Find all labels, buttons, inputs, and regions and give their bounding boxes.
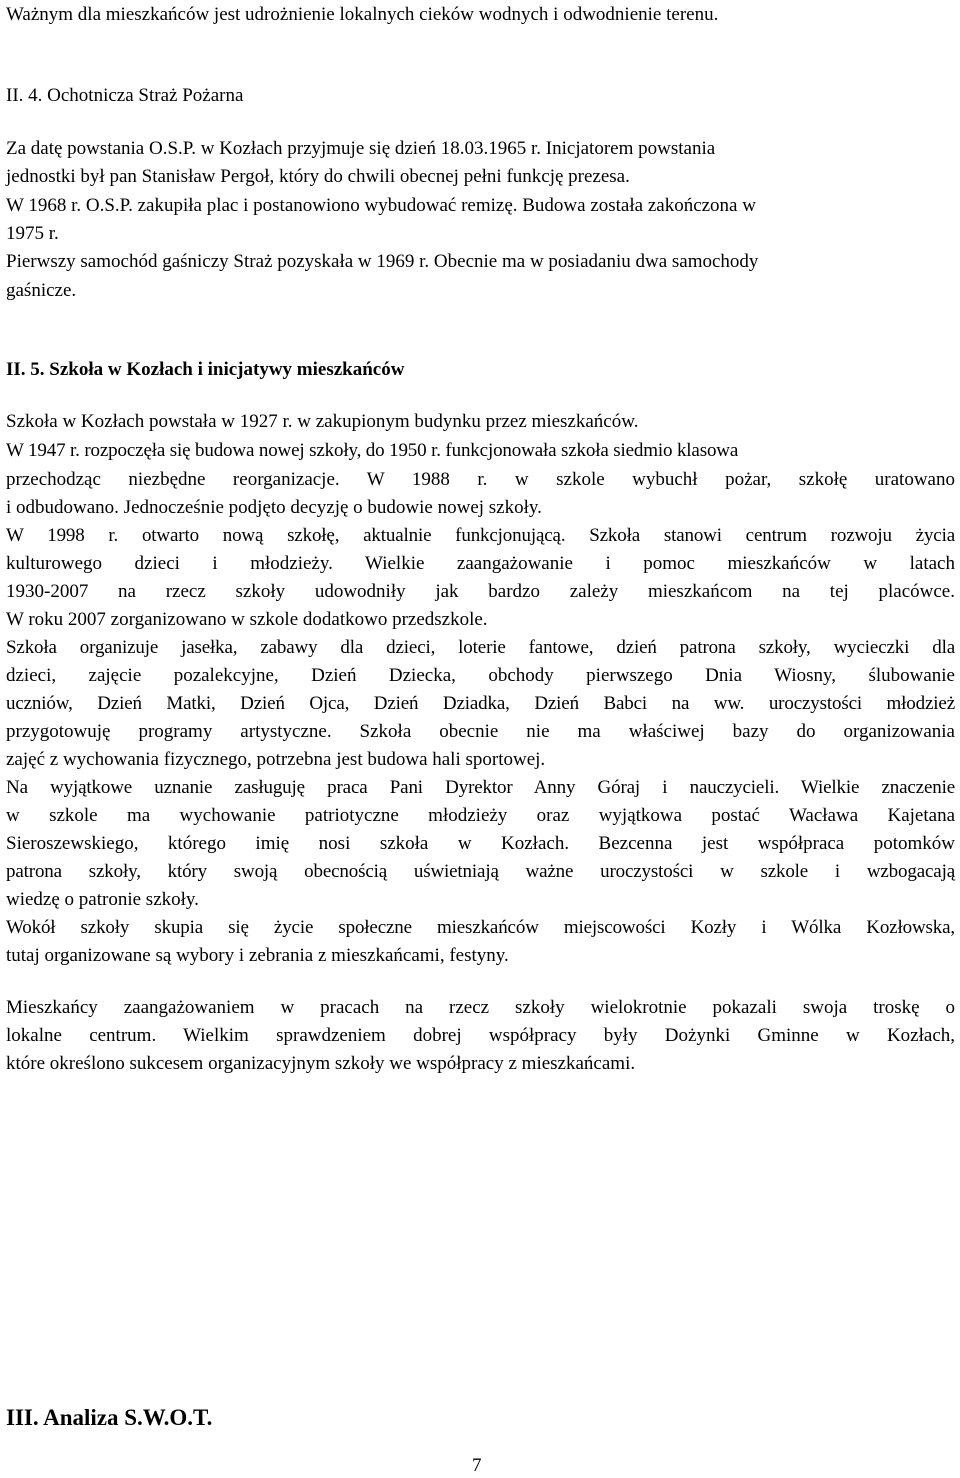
section-5-line: uczniów, Dzień Matki, Dzień Ojca, Dzień Dziadka, Dzień Babci na ww. uroczystości młodzież [6,693,955,714]
section-4-line: W 1968 r. O.S.P. zakupiła plac i postanowiono wybudować remizę. Budowa została zakończona w [6,195,756,216]
section-5-line: Mieszkańcy zaangażowaniem w pracach na rzecz szkoły wielokrotnie pokazali swoja troskę o [6,997,955,1018]
section-5-line: Szkoła w Kozłach powstała w 1927 r. w zakupionym budynku przez mieszkańców. [6,411,639,432]
section-4-line: 1975 r. [6,223,59,244]
section-5-line: dzieci, zajęcie pozalekcyjne, Dzień Dziecka, obchody pierwszego Dnia Wiosny, ślubowanie [6,665,955,686]
section-5-line: W 1947 r. rozpoczęła się budowa nowej szkoły, do 1950 r. funkcjonowała szkoła siedmio klasowa [6,440,739,461]
section-4-heading: II. 4. Ochotnicza Straż Pożarna [6,85,244,106]
section-5-line: Wokół szkoły skupia się życie społeczne mieszkańców miejscowości Kozły i Wólka Kozłowska, [6,917,955,938]
section-5-line: w szkole ma wychowanie patriotyczne młodzieży oraz wyjątkowa postać Wacława Kajetana [6,805,955,826]
section-5-line: wiedzę o patronie szkoły. [6,889,199,910]
section-4-line: jednostki był pan Stanisław Pergoł, który do chwili obecnej pełni funkcję prezesa. [6,166,630,187]
section-5-line: Na wyjątkowe uznanie zasługuję praca Pani Dyrektor Anny Góraj i nauczycieli. Wielkie znaczenie [6,777,955,798]
section-5-line: które określono sukcesem organizacyjnym szkoły we współpracy z mieszkańcami. [6,1053,636,1074]
section-5-line: 1930-2007 na rzecz szkoły udowodniły jak bardzo zależy mieszkańcom na tej placówce. [6,581,955,602]
intro-paragraph: Ważnym dla mieszkańców jest udrożnienie lokalnych cieków wodnych i odwodnienie terenu. [6,4,719,25]
section-4-line: gaśnicze. [6,280,77,301]
section-5-line: zajęć z wychowania fizycznego, potrzebna jest budowa hali sportowej. [6,749,546,770]
section-5-heading: II. 5. Szkoła w Kozłach i inicjatywy mieszkańców [6,359,405,380]
section-5-line: i odbudowano. Jednocześnie podjęto decyzję o budowie nowej szkoły. [6,497,542,518]
section-5-line: Szkoła organizuje jasełka, zabawy dla dzieci, loterie fantowe, dzień patrona szkoły, wycieczki dla [6,637,955,658]
section-5-line: W 1998 r. otwarto nową szkołę, aktualnie funkcjonującą. Szkoła stanowi centrum rozwoju życia [6,525,955,546]
section-4-line: Za datę powstania O.S.P. w Kozłach przyjmuje się dzień 18.03.1965 r. Inicjatorem powstania [6,138,716,159]
section-5-line: W roku 2007 zorganizowano w szkole dodatkowo przedszkole. [6,609,488,630]
section-5-line: Sieroszewskiego, którego imię nosi szkoła w Kozłach. Bezcenna jest współpraca potomków [6,833,955,854]
section-3-heading: III. Analiza S.W.O.T. [6,1405,213,1430]
section-5-line: przygotowuję programy artystyczne. Szkoła obecnie nie ma właściwej bazy do organizowania [6,721,955,742]
section-5-line: tutaj organizowane są wybory i zebrania z mieszkańcami, festyny. [6,945,509,966]
section-5-line: patrona szkoły, który swoją obecnością uświetniają ważne uroczystości w szkole i wzbogacają [6,861,955,882]
section-4-line: Pierwszy samochód gaśniczy Straż pozyskała w 1969 r. Obecnie ma w posiadaniu dwa samochody [6,251,759,272]
section-5-line: lokalne centrum. Wielkim sprawdzeniem dobrej współpracy były Dożynki Gminne w Kozłach, [6,1025,955,1046]
section-5-line: przechodząc niezbędne reorganizacje. W 1988 r. w szkole wybuchł pożar, szkołę uratowano [6,469,955,490]
page-number: 7 [472,1455,482,1476]
section-5-line: kulturowego dzieci i młodzieży. Wielkie zaangażowanie i pomoc mieszkańców w latach [6,553,955,574]
